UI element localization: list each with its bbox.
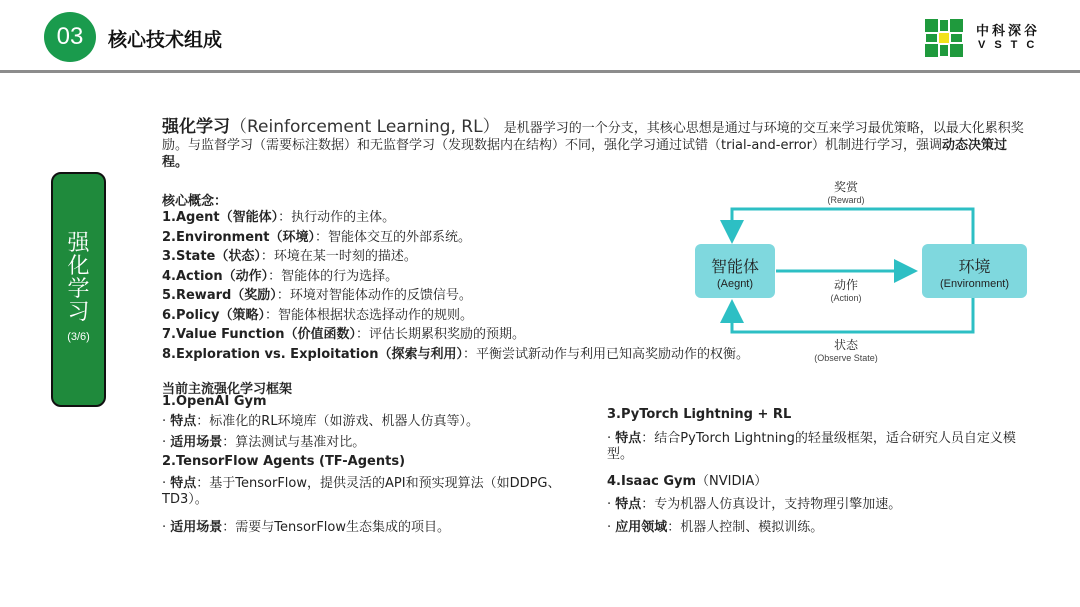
concept-desc: ：评估长期累积奖励的预期。	[355, 327, 525, 342]
concept-item	[162, 323, 525, 342]
state-arrow	[732, 298, 973, 332]
framework-feature-line: · 特点：结合PyTorch Lightning的轻量级框架，适合研究人员自定义模 型。	[607, 431, 1016, 462]
concept-desc: ：平衡尝试新动作与利用已知高奖励动作的权衡。	[462, 346, 749, 362]
intro-title: 强化学习	[162, 117, 230, 137]
scenario-key: 适用场景	[170, 435, 223, 450]
concept-item	[162, 245, 417, 264]
concept-term: 1.Agent（智能体）	[162, 210, 279, 225]
environment-sublabel: (Environment)	[939, 278, 1010, 290]
intro-paragraph	[162, 119, 1032, 171]
scenario-value: ：算法测试与基准对比。	[222, 435, 366, 450]
concept-desc: ：环境对智能体动作的反馈信号。	[276, 288, 472, 303]
framework-title-openai-gym: 1.OpenAI Gym	[162, 394, 267, 409]
concept-item	[162, 206, 395, 225]
concept-item	[162, 304, 473, 323]
concept-item	[162, 265, 398, 284]
side-tab	[51, 172, 106, 407]
feature-key: 特点	[615, 431, 642, 446]
vstc-logo-icon	[925, 19, 963, 57]
side-tab-page: (3/6)	[67, 331, 90, 343]
intro-title-en: （Reinforcement Learning, RL）	[230, 117, 500, 137]
state-label-cn: 状态	[833, 338, 858, 352]
state-label-en: (Observe State)	[814, 353, 878, 363]
section-number-badge: 03	[44, 12, 96, 62]
feature-key: 特点	[615, 497, 642, 512]
framework-feature-line: · 特点：标准化的RL环境库（如游戏、机器人仿真等）。	[162, 414, 480, 429]
reward-label-cn: 奖赏	[833, 180, 858, 194]
frameworks-heading: 当前主流强化学习框架	[162, 382, 293, 397]
scenario-key: 适用场景	[170, 520, 223, 535]
concept-desc: ：智能体的行为选择。	[268, 268, 399, 284]
feature-value: ：专为机器人仿真设计，支持物理引擎加速。	[641, 497, 902, 512]
feature-value: ：结合PyTorch Lightning的轻量级框架，适合研究人员自定义模	[641, 431, 1016, 446]
framework-application-line: · 应用领域：机器人控制、模拟训练。	[607, 520, 824, 535]
feature-value: ：基于TensorFlow，提供灵活的API和预实现算法（如DDPG、	[196, 476, 561, 491]
concept-term: 8.Exploration vs. Exploitation（探索与利用）	[162, 346, 463, 362]
rl-loop-diagram	[690, 176, 1040, 366]
concept-term: 5.Reward（奖励）	[162, 288, 277, 303]
section-title: 核心技术组成	[108, 29, 223, 51]
concept-term: 2.Environment（环境）	[162, 229, 315, 245]
reward-label-en: (Reward)	[827, 195, 865, 205]
intro-body-bold: 动态决策过程。	[162, 138, 1007, 170]
framework-scenario-line: · 适用场景：算法测试与基准对比。	[162, 435, 366, 450]
logo-name-en: VSTC	[978, 39, 1044, 51]
action-label-cn: 动作	[833, 278, 858, 292]
scenario-value: ：需要与TensorFlow生态集成的项目。	[222, 520, 450, 535]
state-label	[800, 336, 892, 363]
concept-term: 3.State（状态）	[162, 249, 261, 264]
framework-feature-line: · 特点：基于TensorFlow，提供灵活的API和预实现算法（如DDPG、 TD3）。	[162, 476, 561, 507]
reward-arrow	[732, 209, 973, 244]
agent-sublabel: (Aegnt)	[716, 278, 754, 290]
framework-title: 4.Isaac Gym	[607, 474, 697, 489]
feature-value-cont: 型。	[607, 447, 634, 462]
agent-box	[695, 244, 775, 298]
framework-title-pytorch-lightning: 3.PyTorch Lightning + RL	[607, 407, 792, 422]
concept-desc: ：执行动作的主体。	[278, 210, 396, 225]
concept-item	[162, 226, 471, 245]
concept-item	[162, 343, 749, 362]
environment-box	[922, 244, 1027, 298]
concept-desc: ：智能体交互的外部系统。	[314, 229, 471, 245]
feature-key: 特点	[170, 476, 197, 491]
agent-label: 智能体	[710, 257, 759, 276]
application-key: 应用领域	[615, 520, 668, 535]
concept-term: 4.Action（动作）	[162, 268, 269, 284]
side-tab-label: 强 化 学 习	[67, 231, 90, 325]
feature-value-cont: TD3）。	[162, 492, 208, 507]
logo-name-cn: 中科深谷	[976, 24, 1041, 39]
header-divider	[0, 70, 1080, 73]
framework-title-suffix: （NVIDIA）	[696, 474, 768, 489]
environment-label: 环境	[958, 257, 991, 276]
feature-value: ：标准化的RL环境库（如游戏、机器人仿真等）。	[196, 414, 480, 429]
framework-scenario-line: · 适用场景：需要与TensorFlow生态集成的项目。	[162, 520, 450, 535]
concepts-heading: 核心概念：	[162, 194, 228, 209]
framework-feature-line: · 特点：专为机器人仿真设计，支持物理引擎加速。	[607, 497, 902, 512]
reward-label	[810, 178, 882, 205]
concept-term: 6.Policy（策略）	[162, 307, 266, 323]
feature-key: 特点	[170, 414, 197, 429]
concept-term: 7.Value Function（价值函数）	[162, 327, 356, 342]
action-label-en: (Action)	[830, 293, 862, 303]
action-label	[810, 276, 882, 303]
framework-title-isaac-gym	[607, 470, 767, 489]
concept-desc: ：环境在某一时刻的描述。	[260, 249, 417, 264]
application-value: ：机器人控制、模拟训练。	[667, 520, 824, 535]
intro-body: 是机器学习的一个分支，其核心思想是通过与环境的交互来学习最优策略，以最大化累积奖励。与监督学习（需要标注数据）和无监督学习（发现数据内在结构）不同，强化学习通过试错（trial-and-error）机制进行学习，强调	[162, 121, 1024, 153]
concept-item	[162, 284, 472, 303]
concept-desc: ：智能体根据状态选择动作的规则。	[265, 307, 474, 323]
framework-title-tf-agents: 2.TensorFlow Agents (TF-Agents)	[162, 454, 406, 469]
